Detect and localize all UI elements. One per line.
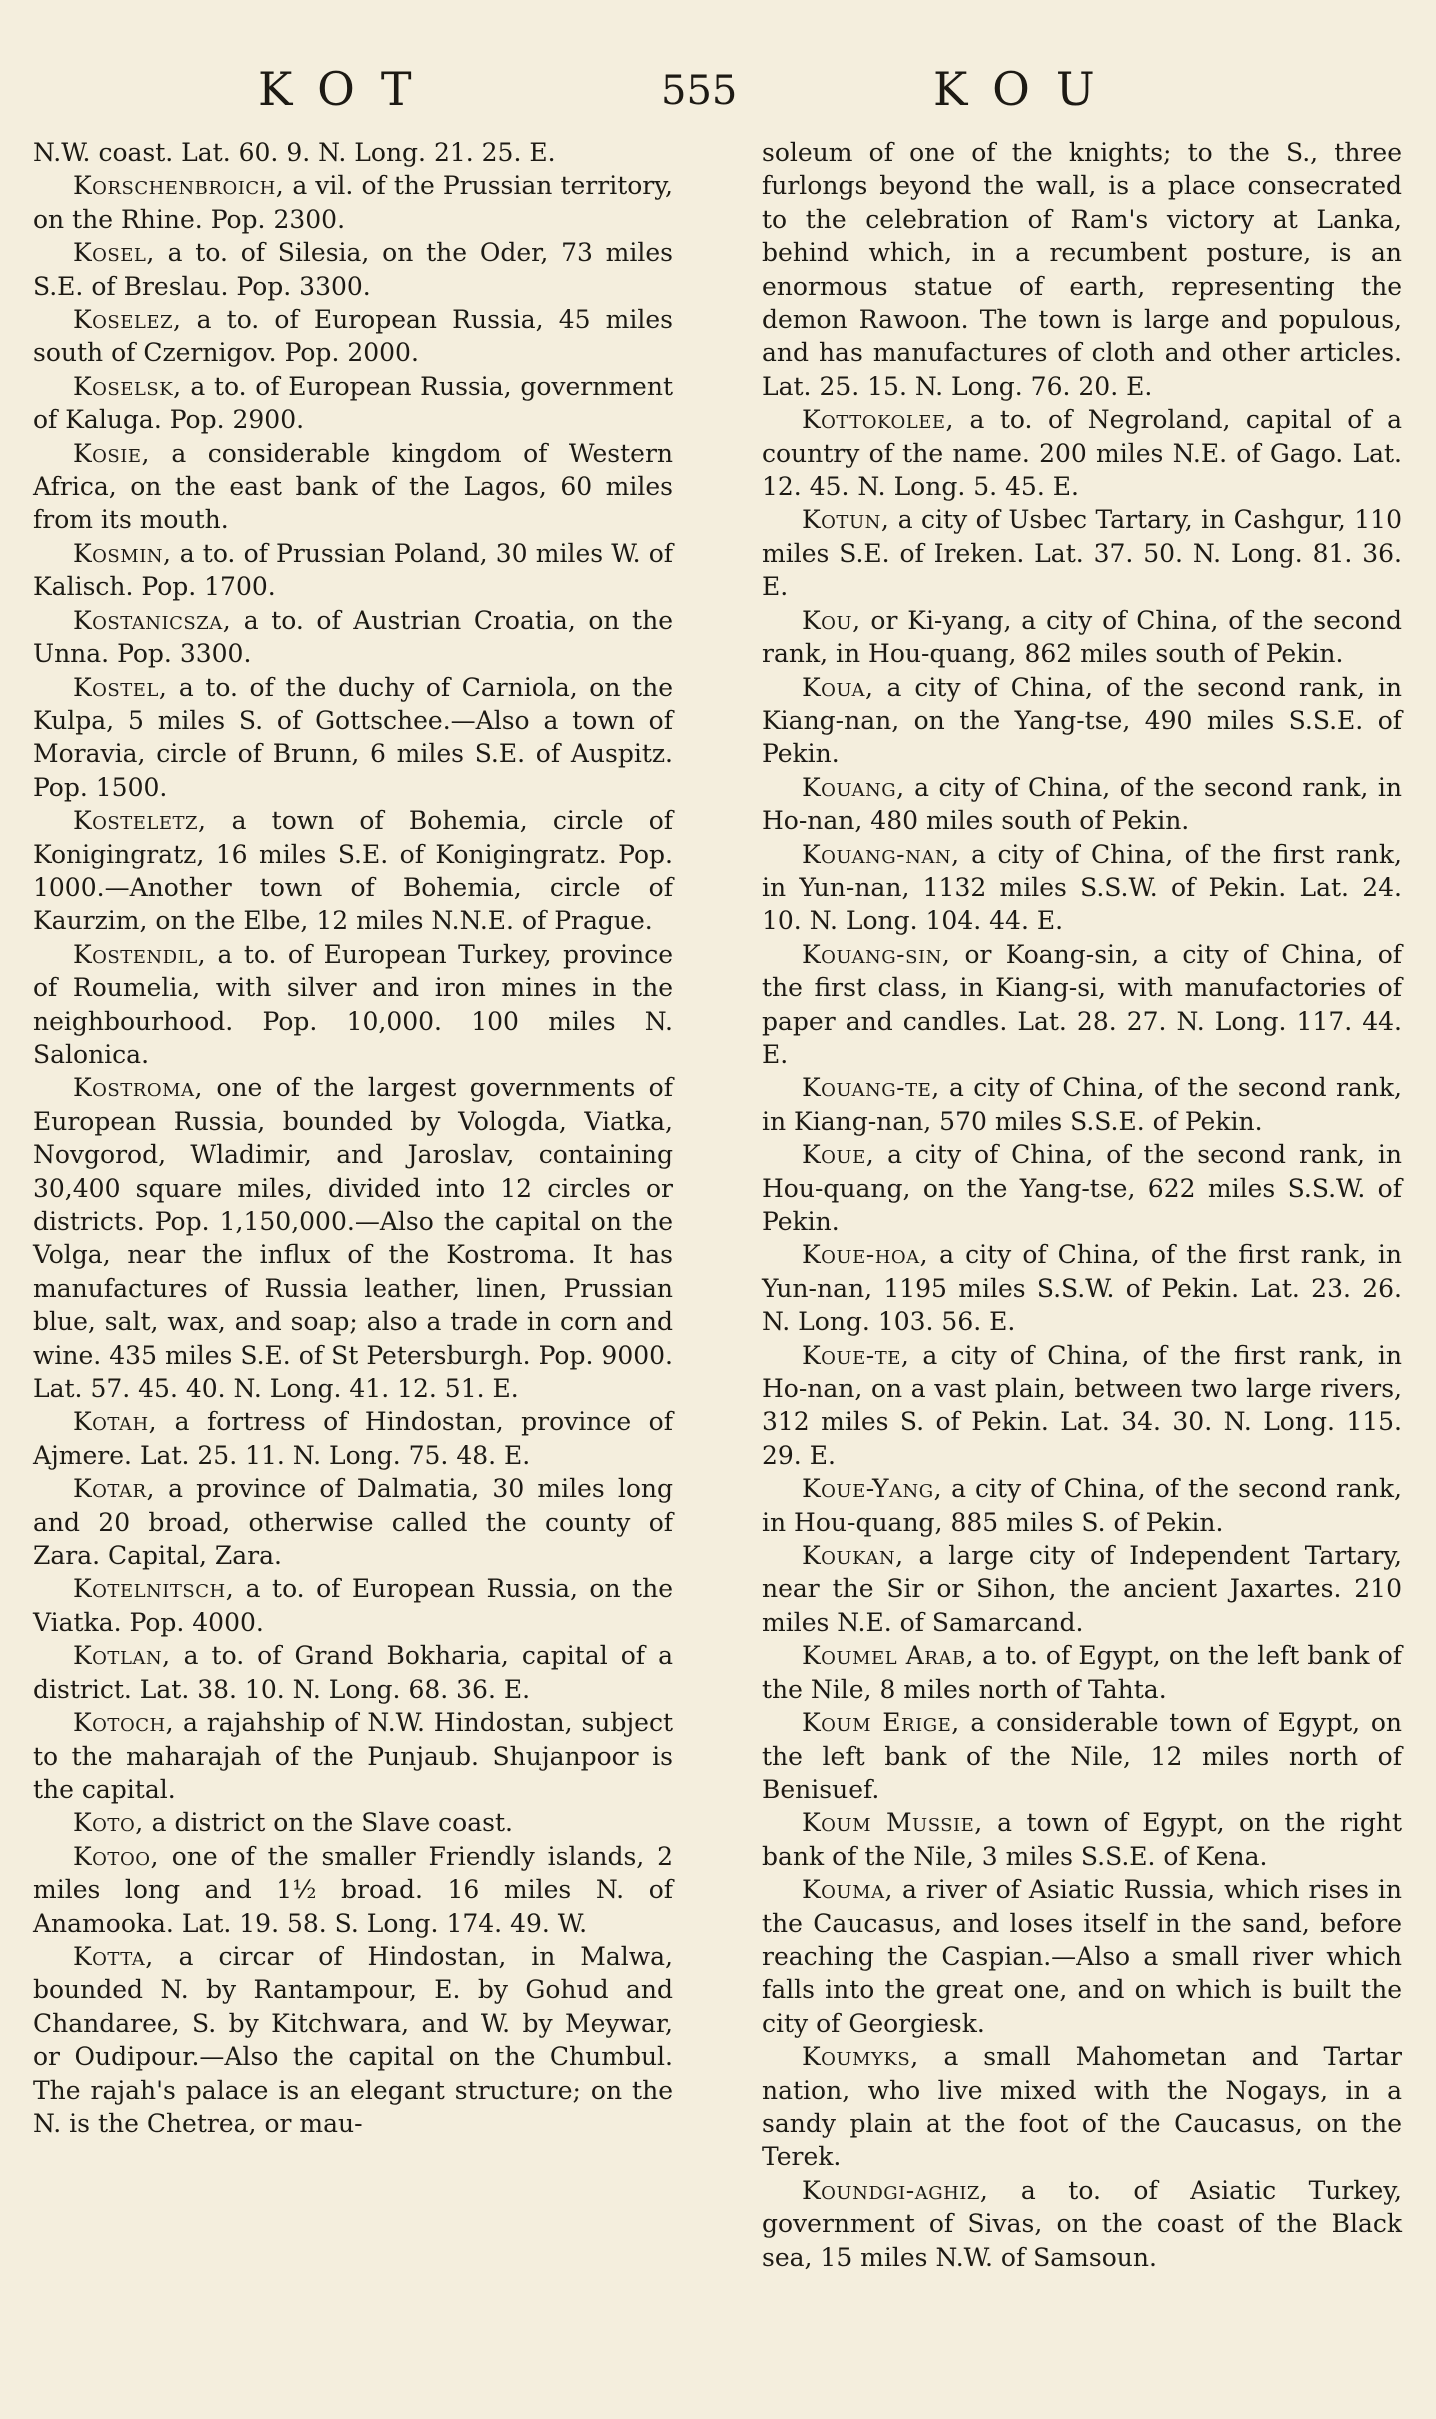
gazetteer-entry — [33, 1472, 673, 1572]
entry-headword: Koselez, — [73, 305, 182, 335]
gazetteer-entry — [762, 938, 1402, 1072]
entry-headword: Kostroma, — [73, 1073, 203, 1103]
entry-headword: Kouang-nan, — [802, 839, 960, 869]
entry-text: a to. of Asiatic Turkey, government of Sivas, on the coast of the Black sea, 15 miles N.W. of Samsoun. — [762, 2175, 1402, 2272]
gazetteer-entry — [762, 671, 1402, 771]
entry-headword: Kostendil, — [73, 939, 207, 969]
entry-text: one of the smaller Friendly islands, 2 miles long and 1½ broad. 16 miles N. of Anamooka. Lat. 19. 58. S. Long. 174. 49. W. — [33, 1841, 673, 1938]
right-column — [762, 136, 1402, 2274]
entry-headword: Koua, — [802, 672, 874, 702]
entry-headword: Kotun, — [802, 505, 890, 535]
entry-headword: Kotlan, — [73, 1641, 171, 1671]
entry-text: a to. of Prussian Poland, 30 miles W. of Kalisch. Pop. 1700. — [33, 538, 673, 602]
gazetteer-entry — [33, 1806, 673, 1839]
entry-text: a city of China, of the first rank, in Yun-nan, 1195 miles S.S.W. of Pekin. Lat. 23. 26. N. Long. 103. 56. E. — [762, 1240, 1402, 1337]
entry-headword: Kouang-te, — [802, 1073, 940, 1103]
gazetteer-entry — [762, 1071, 1402, 1138]
gazetteer-entry — [762, 136, 1402, 403]
entry-headword: Kosteletz, — [73, 806, 207, 836]
entry-headword: Kotelnitsch, — [73, 1574, 235, 1604]
entry-headword: Koumyks, — [802, 2042, 919, 2072]
gazetteer-entry — [762, 2174, 1402, 2274]
entry-text: a city of China, of the second rank, in Kiang-nan, on the Yang-tse, 490 miles S.S.E. of Pekin. — [762, 672, 1402, 769]
entry-headword: Kotar, — [73, 1474, 155, 1504]
gazetteer-entry — [762, 2040, 1402, 2174]
gazetteer-entry — [762, 503, 1402, 603]
gazetteer-entry — [762, 1472, 1402, 1539]
entry-headword: Kostanicsza, — [73, 605, 232, 635]
gazetteer-entry — [33, 1706, 673, 1806]
entry-headword: Kouang-sin, — [802, 939, 951, 969]
entry-headword: Koumel Arab, — [802, 1641, 975, 1671]
gazetteer-entry — [33, 1572, 673, 1639]
gazetteer-entry — [762, 771, 1402, 838]
entry-headword: Koum Mussie, — [802, 1808, 983, 1838]
header-right-word: KOU — [933, 62, 1121, 116]
entry-text: a river of Asiatic Russia, which rises in the Caucasus, and loses itself in the sand, before reaching the Caspian.—Also a small river which falls into the great one, and on which is built the city of Georgiesk. — [762, 1875, 1402, 2038]
header-left-word: KOT — [258, 62, 438, 116]
gazetteer-entry — [33, 1071, 673, 1405]
entry-headword: Koukan, — [802, 1541, 904, 1571]
gazetteer-entry — [762, 838, 1402, 938]
entry-text: a to. of Grand Bokharia, capital of a district. Lat. 38. 10. N. Long. 68. 36. E. — [33, 1641, 673, 1704]
gazetteer-entry — [762, 1873, 1402, 2040]
entry-text: a to. of Silesia, on the Oder, 73 miles S.E. of Breslau. Pop. 3300. — [33, 238, 673, 301]
entry-text: a city of China, of the second rank, in Hou-quang, 885 miles S. of Pekin. — [762, 1474, 1402, 1537]
entry-text: a to. of European Russia, 45 miles south of Czernigov. Pop. 2000. — [33, 305, 673, 368]
entry-headword: Koue-Yang, — [802, 1474, 943, 1504]
page-number: 555 — [661, 68, 738, 114]
entry-text: a to. of Austrian Croatia, on the Unna. Pop. 3300. — [33, 605, 673, 669]
gazetteer-entry — [762, 604, 1402, 671]
entry-text: a circar of Hindostan, in Malwa, bounded N. by Rantampour, E. by Gohud and Chandaree, S. by Kitchwara, and W. by Meywar, or Oudipour.—Also the capital on the Chumbul. The rajah's palace is an elegant structure; on the N. is the Chetrea, or mau- — [33, 1941, 673, 2138]
entry-text: a small Mahometan and Tartar nation, who live mixed with the Nogays, in a sandy plain at the foot of the Caucasus, on the Terek. — [762, 2042, 1402, 2172]
gazetteer-entry — [33, 1405, 673, 1472]
gazetteer-entry — [33, 671, 673, 805]
entry-headword: Korschenbroich, — [73, 171, 285, 201]
gazetteer-entry — [762, 1138, 1402, 1238]
gazetteer-entry — [762, 1339, 1402, 1473]
gazetteer-entry — [33, 1940, 673, 2140]
entry-headword: Koue-te, — [802, 1340, 910, 1370]
entry-headword: Kosel, — [73, 238, 155, 268]
entry-text: a to. of the duchy of Carniola, on the Kulpa, 5 miles S. of Gottschee.—Also a town of Moravia, circle of Brunn, 6 miles S.E. of Auspitz. Pop. 1500. — [33, 672, 673, 802]
gazetteer-entry — [762, 403, 1402, 503]
gazetteer-entry — [33, 236, 673, 303]
gazetteer-entry — [33, 537, 673, 604]
gazetteer-entry — [33, 303, 673, 370]
entry-text: a to. of European Turkey, province of Roumelia, with silver and iron mines in the neighbourhood. Pop. 10,000. 100 miles N. Salonica. — [33, 939, 673, 1069]
entry-text: a city of China, of the first rank, in Yun-nan, 1132 miles S.S.W. of Pekin. Lat. 24. 10. N. Long. 104. 44. E. — [762, 839, 1402, 936]
entry-text: a town of Bohemia, circle of Konigingratz, 16 miles S.E. of Konigingratz. Pop. 1000.—Another town of Bohemia, circle of Kaurzim, on the Elbe, 12 miles N.N.E. of Prague. — [33, 806, 673, 936]
entry-headword: Kou, — [802, 605, 861, 635]
entry-text: one of the largest governments of European Russia, bounded by Vologda, Viatka, Novgorod, Wladimir, and Jaroslav, containing 30,400 square miles, divided into 12 circles or districts. Pop. 1,150,000.—Also the capital on the Volga, near the influx of the Kostroma. It has manufactures of Russia leather, linen, Prussian blue, salt, wax, and soap; also a trade in corn and wine. 435 miles S.E. of St Petersburgh. Pop. 9000. Lat. 57. 45. 40. N. Long. 41. 12. 51. E. — [33, 1073, 673, 1404]
gazetteer-entry — [762, 1539, 1402, 1639]
page-header — [33, 58, 1402, 136]
entry-headword: Koue, — [802, 1140, 875, 1170]
entry-text: a city of China, of the second rank, in Hou-quang, on the Yang-tse, 622 miles S.S.W. of Pekin. — [762, 1140, 1402, 1236]
entry-headword: Kouang, — [802, 772, 905, 802]
entry-text: a large city of Independent Tartary, near the Sir or Sihon, the ancient Jaxartes. 210 miles N.E. of Samarcand. — [762, 1541, 1402, 1637]
entry-text: or Koang-sin, a city of China, of the first class, in Kiang-si, with manufactories of paper and candles. Lat. 28. 27. N. Long. 117. 44. E. — [762, 939, 1402, 1069]
left-column — [33, 136, 673, 2274]
gazetteer-entry — [762, 1639, 1402, 1706]
gazetteer-entry — [33, 804, 673, 938]
entry-text: a to. of European Russia, on the Viatka. Pop. 4000. — [33, 1574, 673, 1637]
entry-headword: Koselsk, — [73, 371, 182, 401]
gazetteer-entry — [33, 136, 673, 169]
entry-headword: Kosmin, — [73, 538, 172, 568]
gazetteer-entry — [33, 604, 673, 671]
entry-headword: Kostel, — [73, 672, 168, 702]
gazetteer-entry — [762, 1706, 1402, 1806]
entry-text: a considerable kingdom of Western Africa, on the east bank of the Lagos, 60 miles from its mouth. — [33, 438, 673, 535]
gazetteer-entry — [33, 1840, 673, 1940]
entry-text: a district on the Slave coast. — [143, 1808, 513, 1838]
entry-headword: Kouma, — [802, 1875, 893, 1905]
entry-text: a to. of European Russia, government of Kaluga. Pop. 2900. — [33, 371, 673, 435]
entry-text: soleum of one of the knights; to the S., three furlongs beyond the wall, is a place consecrated to the celebration of Ram's victory at Lanka, behind which, in a recumbent posture, is an enormous statue of earth, representing the demon Rawoon. The town is large and populous, and has manufactures of cloth and other articles. Lat. 25. 15. N. Long. 76. 20. E. — [762, 138, 1402, 401]
entry-headword: Kotoo, — [73, 1841, 159, 1871]
entry-text: a city of China, of the first rank, in Ho-nan, on a vast plain, between two large rivers, 312 miles S. of Pekin. Lat. 34. 30. N. Long. 115. 29. E. — [762, 1340, 1402, 1470]
gazetteer-entry — [762, 1238, 1402, 1338]
entry-text: a town of Egypt, on the right bank of the Nile, 3 miles S.S.E. of Kena. — [762, 1808, 1403, 1871]
entry-text: a vil. of the Prussian territory, on the Rhine. Pop. 2300. — [33, 171, 673, 234]
entry-text: a considerable town of Egypt, on the left bank of the Nile, 12 miles north of Benisuef. — [762, 1708, 1402, 1804]
entry-headword: Koundgi-aghiz, — [802, 2175, 989, 2205]
gazetteer-entry — [33, 370, 673, 437]
entry-text: a province of Dalmatia, 30 miles long and 20 broad, otherwise called the county of Zara. Capital, Zara. — [33, 1474, 673, 1571]
entry-text: or Ki-yang, a city of China, of the second rank, in Hou-quang, 862 miles south of Pekin. — [762, 605, 1402, 669]
entry-headword: Koue-hoa, — [802, 1240, 929, 1270]
entry-text: a to. of Egypt, on the left bank of the Nile, 8 miles north of Tahta. — [762, 1641, 1403, 1704]
gazetteer-entry — [33, 169, 673, 236]
entry-headword: Kosie, — [73, 438, 150, 468]
gazetteer-entry — [33, 938, 673, 1072]
entry-headword: Koto, — [73, 1808, 144, 1838]
gazetteer-entry — [33, 1639, 673, 1706]
entry-text: a city of China, of the second rank, in Ho-nan, 480 miles south of Pekin. — [762, 772, 1402, 836]
gazetteer-entry — [762, 1806, 1402, 1873]
entry-text: a city of China, of the second rank, in Kiang-nan, 570 miles S.S.E. of Pekin. — [762, 1073, 1402, 1136]
entry-text: N.W. coast. Lat. 60. 9. N. Long. 21. 25. E. — [33, 138, 556, 167]
entry-headword: Koum Erige, — [802, 1708, 960, 1738]
text-columns — [33, 136, 1402, 2274]
entry-headword: Kottokolee, — [802, 405, 954, 435]
entry-text: a fortress of Hindostan, province of Ajmere. Lat. 25. 11. N. Long. 75. 48. E. — [33, 1407, 673, 1470]
entry-headword: Kotta, — [73, 1941, 154, 1971]
gazetteer-entry — [33, 437, 673, 537]
entry-text: a rajahship of N.W. Hindostan, subject to the maharajah of the Punjaub. Shujanpoor is the capital. — [33, 1708, 673, 1804]
entry-text: a city of Usbec Tartary, in Cashgur, 110 miles S.E. of Ireken. Lat. 37. 50. N. Long. 81. 36. E. — [762, 505, 1402, 602]
entry-headword: Kotah, — [73, 1407, 158, 1437]
entry-headword: Kotoch, — [73, 1708, 175, 1738]
entry-text: a to. of Negroland, capital of a country of the name. 200 miles N.E. of Gago. Lat. 12. 45. N. Long. 5. 45. E. — [762, 405, 1402, 502]
